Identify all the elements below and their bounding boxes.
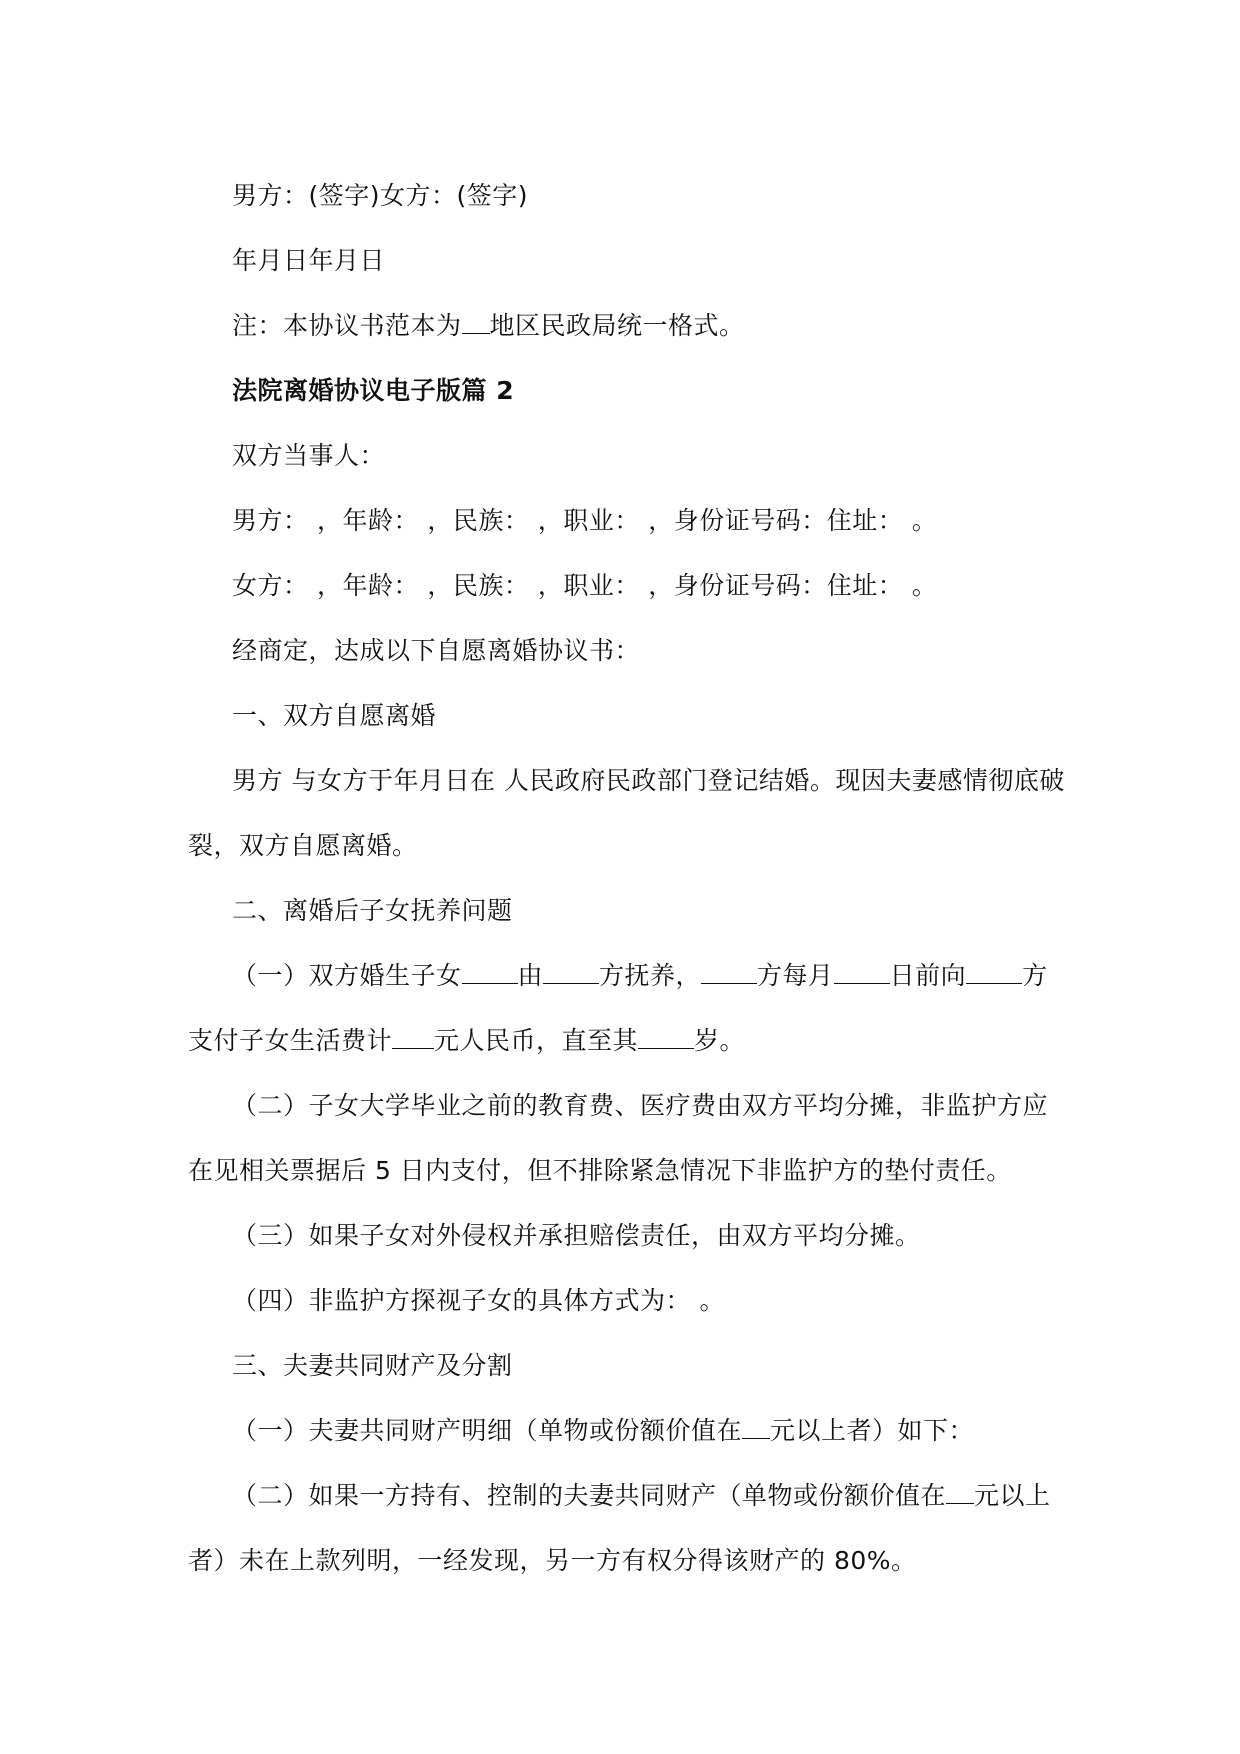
clause-2-3: （三）如果子女对外侵权并承担赔偿责任，由双方平均分摊。 bbox=[232, 1221, 921, 1250]
clause-2-1-text: （一）双方婚生子女 bbox=[232, 961, 462, 990]
clause-3-title: 三、夫妻共同财产及分割 bbox=[232, 1351, 513, 1380]
agreement-intro: 经商定，达成以下自愿离婚协议书： bbox=[232, 636, 641, 665]
blank-field bbox=[966, 961, 1022, 984]
clause-2-1-text: 日前向 bbox=[889, 961, 967, 990]
clause-2-2-cont: 在见相关票据后 5 日内支付，但不排除紧急情况下非监护方的垫付责任。 bbox=[188, 1156, 1012, 1185]
clause-3-1-text: （一）夫妻共同财产明细（单物或份额价值在 bbox=[232, 1416, 743, 1445]
clause-3-2-text: 元以上 bbox=[974, 1481, 1051, 1510]
clause-1-title: 一、双方自愿离婚 bbox=[232, 701, 437, 730]
note-text-b: 地区民政局统一格式。 bbox=[489, 311, 745, 340]
clause-3-1 bbox=[232, 1415, 974, 1447]
blank-field bbox=[834, 961, 890, 984]
note-text-a: 注：本协议书范本为 bbox=[232, 311, 462, 340]
blank-field bbox=[543, 961, 599, 984]
note-line bbox=[232, 310, 745, 342]
blank-field bbox=[392, 1026, 434, 1049]
male-party-line: 男方： ，年龄： ，民族： ，职业： ，身份证号码：住址： 。 bbox=[232, 506, 938, 535]
clause-3-2-text: （二）如果一方持有、控制的夫妻共同财产（单物或份额价值在 bbox=[232, 1481, 947, 1510]
clause-2-1-cont-text: 支付子女生活费计 bbox=[188, 1026, 393, 1055]
clause-2-1-cont bbox=[188, 1025, 745, 1057]
clause-2-1-cont-text: 岁。 bbox=[694, 1026, 746, 1055]
clause-2-1-text: 由 bbox=[517, 961, 544, 990]
signature-line: 男方：(签字)女方：(签字) bbox=[232, 181, 529, 210]
clause-3-2 bbox=[232, 1480, 1051, 1512]
section-heading: 法院离婚协议电子版篇 2 bbox=[232, 376, 515, 405]
clause-1-text-cont: 裂，双方自愿离婚。 bbox=[188, 831, 418, 860]
clause-2-1-text: 方每月 bbox=[757, 961, 834, 990]
blank-field bbox=[462, 961, 518, 984]
clause-3-2-cont: 者）未在上款列明，一经发现，另一方有权分得该财产的 80%。 bbox=[188, 1546, 917, 1575]
clause-2-1-cont-text: 元人民币，直至其 bbox=[434, 1026, 639, 1055]
date-line: 年月日年月日 bbox=[232, 246, 386, 275]
clause-2-1 bbox=[232, 960, 1048, 992]
clause-2-1-text: 方 bbox=[1022, 961, 1048, 990]
parties-label: 双方当事人： bbox=[232, 441, 386, 470]
clause-2-2: （二）子女大学毕业之前的教育费、医疗费由双方平均分摊，非监护方应 bbox=[232, 1091, 1049, 1120]
female-party-line: 女方： ，年龄： ，民族： ，职业： ，身份证号码：住址： 。 bbox=[232, 571, 938, 600]
blank-field bbox=[946, 1481, 974, 1504]
blank-field bbox=[638, 1026, 694, 1049]
clause-2-title: 二、离婚后子女抚养问题 bbox=[232, 896, 513, 925]
clause-1-text: 男方 与女方于年月日在 人民政府民政部门登记结婚。现因夫妻感情彻底破 bbox=[232, 766, 1065, 795]
clause-2-1-text: 方抚养， bbox=[599, 961, 702, 990]
blank-field bbox=[462, 311, 490, 334]
clause-2-4: （四）非监护方探视子女的具体方式为： 。 bbox=[232, 1286, 725, 1315]
blank-field bbox=[701, 961, 757, 984]
blank-field bbox=[742, 1416, 770, 1439]
clause-3-1-text: 元以上者）如下： bbox=[770, 1416, 975, 1445]
